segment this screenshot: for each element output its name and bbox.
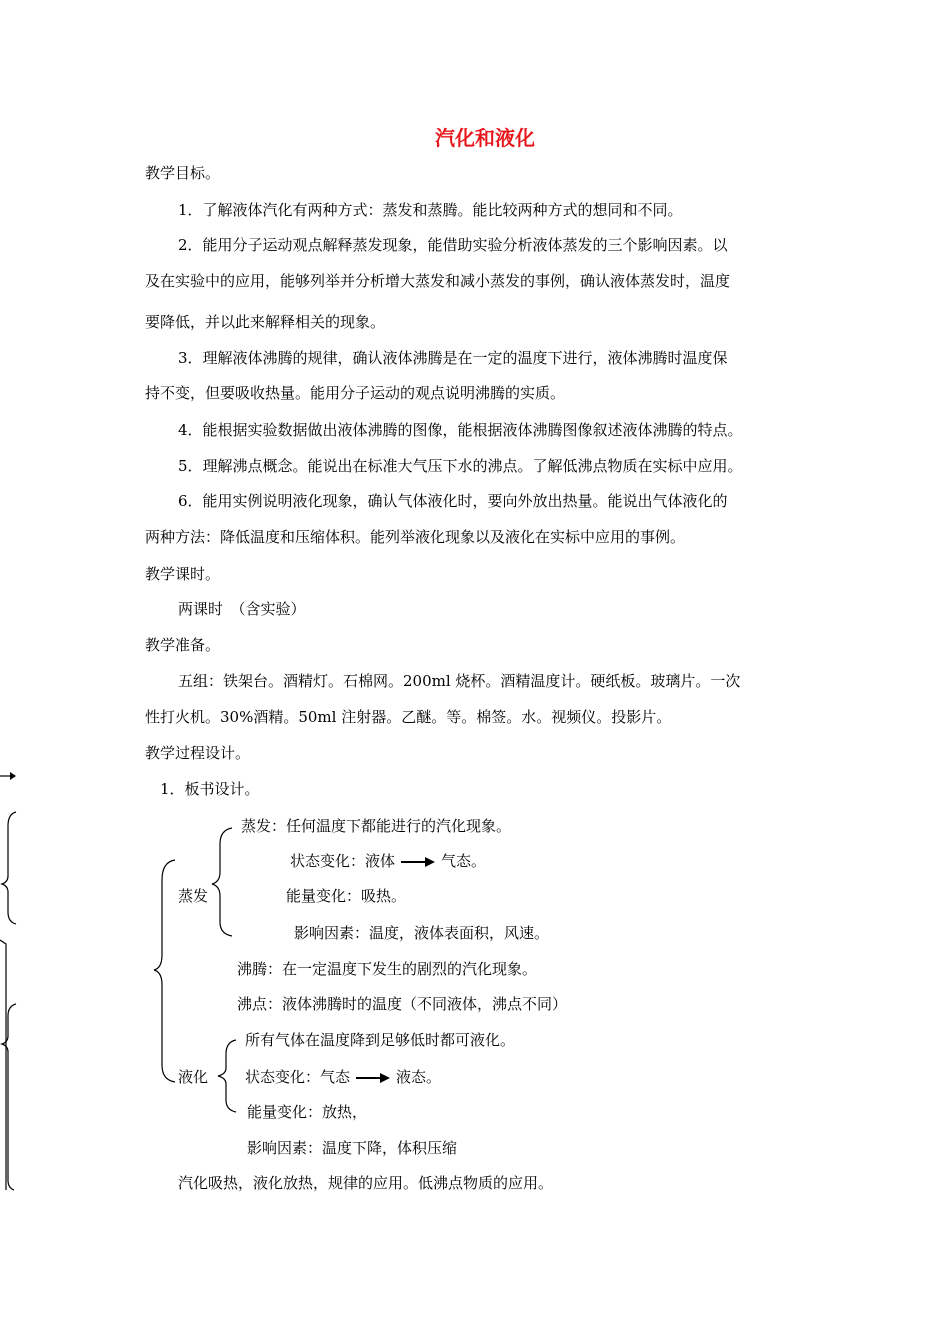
goal-5: 5．理解沸点概念。能说出在标准大气压下水的沸点。了解低沸点物质在实标中应用。 xyxy=(178,457,743,475)
liq-factors: 影响因素：温度下降，体积压缩 xyxy=(247,1139,458,1157)
prep-heading: 教学准备。 xyxy=(145,636,221,654)
evap-factors: 影响因素：温度，液体表面积，风速。 xyxy=(294,924,550,942)
liq-state-post: 液态。 xyxy=(396,1068,442,1086)
goal-3-line-1: 3．理解液体沸腾的规律，确认液体沸腾是在一定的温度下进行，液体沸腾时温度保 xyxy=(178,349,728,367)
hours-heading: 教学课时。 xyxy=(145,565,221,583)
liq-energy: 能量变化：放热， xyxy=(247,1103,368,1121)
goal-4: 4．能根据实验数据做出液体沸腾的图像，能根据液体沸腾图像叙述液体沸腾的特点。 xyxy=(178,421,743,439)
goal-6-line-2: 两种方法：降低温度和压缩体积。能列举液化现象以及液化在实标中应用的事例。 xyxy=(145,528,686,546)
summary: 汽化吸热，液化放热，规律的应用。低沸点物质的应用。 xyxy=(178,1174,554,1192)
goal-1: 1．了解液体汽化有两种方式：蒸发和蒸腾。能比较两种方式的想同和不同。 xyxy=(178,201,683,219)
prep-line-1: 五组：铁架台。酒精灯。石棉网。200ml 烧杯。酒精温度计。硬纸板。玻璃片。一次 xyxy=(178,672,741,690)
evap-energy: 能量变化：吸热。 xyxy=(286,887,407,905)
goal-6-line-1: 6．能用实例说明液化现象，确认气体液化时，要向外放出热量。能说出气体液化的 xyxy=(178,492,728,510)
boiling-definition: 沸腾：在一定温度下发生的剧烈的汽化现象。 xyxy=(237,960,538,978)
evap-state-change xyxy=(290,851,486,871)
arrow-right-icon xyxy=(401,857,435,867)
board-heading: 1．板书设计。 xyxy=(160,780,260,798)
process-heading: 教学过程设计。 xyxy=(145,744,251,762)
evap-state-post: 气态。 xyxy=(441,852,487,870)
goal-3-line-2: 持不变，但要吸收热量。能用分子运动的观点说明沸腾的实质。 xyxy=(145,384,566,402)
goal-2-line-2: 及在实验中的应用，能够列举并分析增大蒸发和减小蒸发的事例，确认液体蒸发时，温度 xyxy=(145,272,731,290)
hours-text: 两课时 （含实验） xyxy=(178,600,306,618)
boiling-point: 沸点：液体沸腾时的温度（不同液体，沸点不同） xyxy=(237,995,568,1013)
evap-state-pre: 状态变化：液体 xyxy=(290,852,396,870)
page-title: 汽化和液化 xyxy=(435,126,535,150)
goals-heading: 教学目标。 xyxy=(145,164,221,182)
goal-2-line-1: 2．能用分子运动观点解释蒸发现象，能借助实验分析液体蒸发的三个影响因素。以 xyxy=(178,236,728,254)
liq-state-change xyxy=(245,1067,441,1087)
evap-label: 蒸发 xyxy=(178,887,209,905)
liq-label: 液化 xyxy=(178,1068,209,1086)
evap-definition: 蒸发：任何温度下都能进行的汽化现象。 xyxy=(241,817,512,835)
liq-state-pre: 状态变化：气态 xyxy=(245,1068,351,1086)
goal-2-line-3: 要降低，并以此来解释相关的现象。 xyxy=(145,313,386,331)
prep-line-2: 性打火机。30%酒精。50ml 注射器。乙醚。等。棉签。水。视频仪。投影片。 xyxy=(145,708,672,726)
arrow-right-icon xyxy=(356,1073,390,1083)
liq-all-gases: 所有气体在温度降到足够低时都可液化。 xyxy=(245,1031,516,1049)
